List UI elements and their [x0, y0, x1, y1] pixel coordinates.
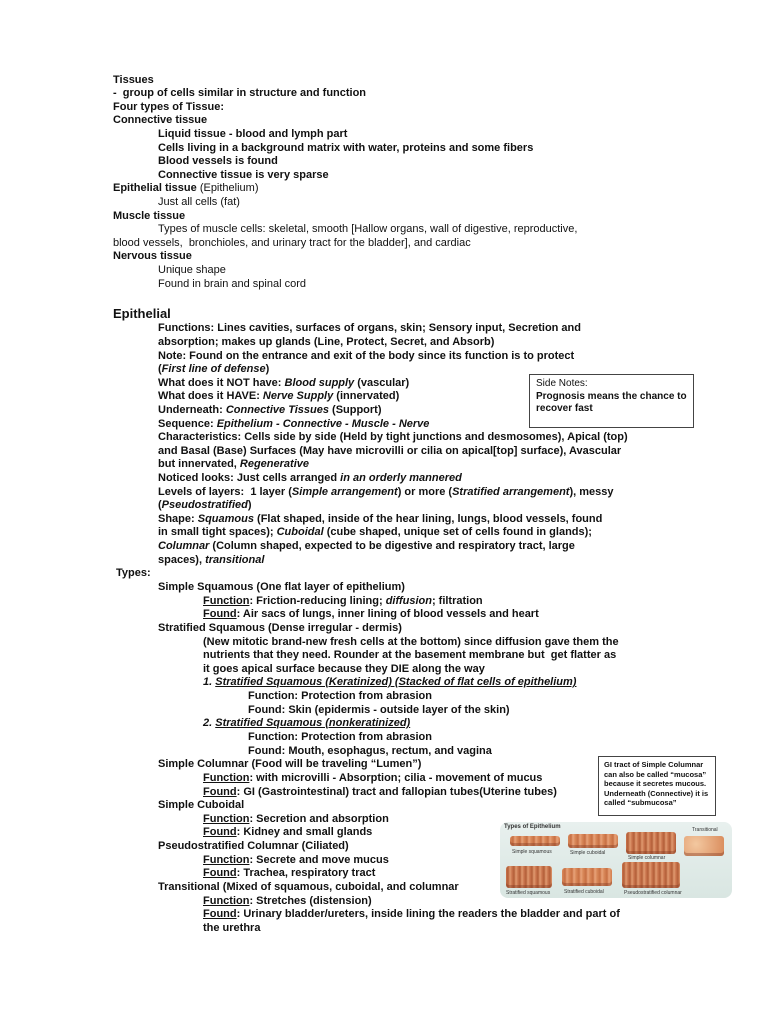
text-segment: the urethra — [203, 922, 261, 934]
text-segment: 1. — [203, 676, 216, 688]
text-segment: First line of defense — [161, 363, 266, 375]
text-segment: Found: Mouth, esophagus, rectum, and vagina — [248, 745, 492, 757]
text-segment: Found — [203, 867, 237, 879]
text-segment: and Basal (Base) Surfaces (May have microvilli or cilia on apical[top] surface), Avascular — [158, 445, 622, 457]
text-segment: Function — [203, 895, 250, 907]
figure-label: Simple cuboidal — [570, 850, 606, 856]
text-line — [248, 704, 510, 718]
text-segment: Found — [203, 608, 237, 620]
text-line — [158, 142, 533, 156]
text-segment: Function — [203, 595, 250, 607]
text-line — [158, 458, 309, 472]
text-segment: (innervated) — [333, 390, 400, 402]
text-segment: (vascular) — [354, 377, 410, 389]
text-line — [113, 250, 192, 264]
text-segment: Regenerative — [239, 458, 309, 470]
text-segment: Functions: Lines cavities, surfaces of organs, skin; Sensory input, Secretion and — [158, 322, 581, 334]
text-segment: - group of cells similar in structure and function — [113, 87, 367, 99]
text-segment: Transitional (Mixed of squamous, cuboidal, and columnar — [158, 881, 459, 893]
text-segment: Connective tissue is very sparse — [158, 169, 329, 181]
text-segment: : Friction-reducing lining; — [249, 595, 386, 607]
text-segment: absorption; makes up glands (Line, Protect, Secret, and Absorb) — [158, 336, 495, 348]
text-line — [203, 854, 389, 868]
text-segment: nutrients that they need. Rounder at the basement membrane but get flatter as — [203, 649, 617, 661]
text-line — [113, 210, 185, 224]
figure-label: Stratified squamous — [506, 890, 551, 896]
text-segment: Found — [203, 786, 237, 798]
text-segment: : Trachea, respiratory tract — [236, 867, 376, 879]
text-line — [158, 472, 462, 486]
text-line — [203, 786, 557, 800]
text-line — [248, 745, 492, 759]
text-segment: Blood vessels is found — [158, 155, 278, 167]
text-line — [158, 390, 399, 404]
text-line — [203, 595, 483, 609]
text-line — [203, 826, 372, 840]
text-line — [113, 182, 259, 196]
text-line — [203, 908, 620, 922]
side-notes-box — [529, 374, 694, 428]
figure-label: Pseudostratified columnar — [624, 890, 682, 896]
tissue-simple-squamous-image — [510, 836, 560, 846]
text-line — [158, 513, 602, 527]
tissue-simple-cuboidal-image — [568, 834, 618, 848]
text-line — [113, 87, 366, 101]
text-segment: Found — [203, 826, 237, 838]
text-line — [203, 717, 410, 731]
text-line — [158, 377, 409, 391]
text-segment: Simple Squamous (One flat layer of epithelium) — [158, 581, 405, 593]
text-segment: Four types of Tissue: — [113, 101, 225, 113]
text-line — [158, 526, 592, 540]
text-line — [203, 636, 619, 650]
text-segment: Liquid tissue - blood and lymph part — [158, 128, 348, 140]
text-line — [158, 581, 405, 595]
text-segment: : Secrete and move mucus — [249, 854, 389, 866]
text-line — [158, 445, 621, 459]
text-line — [158, 155, 278, 169]
text-line — [158, 336, 494, 350]
figure-label: Simple columnar — [628, 855, 666, 861]
text-segment: Just all cells (fat) — [158, 196, 240, 208]
text-segment: Shape: — [158, 513, 198, 525]
text-segment: Pseudostratified — [161, 499, 248, 511]
text-segment: Stratified arrangement — [452, 486, 570, 498]
text-segment: spaces), — [158, 554, 206, 566]
text-line — [158, 499, 252, 513]
side-notes-body: Prognosis means the chance to recover fast — [536, 390, 687, 414]
text-segment: Pseudostratified Columnar (Ciliated) — [158, 840, 349, 852]
text-line — [158, 418, 429, 432]
text-line — [158, 404, 382, 418]
text-segment: Simple arrangement — [291, 486, 398, 498]
text-segment: ( — [158, 363, 162, 375]
text-segment: Characteristics: Cells side by side (Held by tight junctions and desmosomes), Apical (top) — [158, 431, 628, 443]
text-segment: Noticed looks: Just cells arranged — [158, 472, 341, 484]
text-line — [203, 663, 485, 677]
text-line — [203, 895, 372, 909]
text-line — [158, 350, 574, 364]
text-segment: ) — [247, 499, 252, 511]
text-segment: Nerve Supply — [262, 390, 334, 402]
text-segment: (New mitotic brand-new fresh cells at the bottom) since diffusion gave them the — [203, 636, 619, 648]
text-line — [158, 554, 264, 568]
text-segment: : with microvilli - Absorption; cilia - movement of mucus — [249, 772, 543, 784]
text-line — [158, 264, 226, 278]
gi-tract-note-text: GI tract of Simple Columnar can also be called “mucosa” because it secretes mucous. Underneath (Connective) it is called “submucosa” — [604, 760, 709, 808]
text-segment: Stratified Squamous (nonkeratinized) — [215, 717, 411, 729]
text-segment: ; filtration — [431, 595, 483, 607]
text-segment: Underneath: — [158, 404, 226, 416]
text-segment: Unique shape — [158, 264, 226, 276]
text-segment: (Epithelium) — [199, 182, 259, 194]
text-segment: Connective Tissues — [225, 404, 329, 416]
text-segment: ) or more ( — [397, 486, 453, 498]
text-line — [248, 690, 432, 704]
text-line — [113, 237, 471, 251]
text-line — [203, 922, 260, 936]
text-segment: Columnar — [158, 540, 210, 552]
figure-label: Transitional — [692, 827, 718, 833]
text-line — [113, 114, 207, 128]
figure-label: Stratified cuboidal — [564, 889, 604, 895]
text-segment: it goes apical surface because they DIE along the way — [203, 663, 485, 675]
text-segment: : Secretion and absorption — [249, 813, 389, 825]
text-segment: Levels of layers: 1 layer ( — [158, 486, 292, 498]
text-segment: Types of muscle cells: skeletal, smooth [Hallow organs, wall of digestive, reproductive, — [158, 223, 578, 235]
text-line — [203, 867, 375, 881]
text-segment: Function — [203, 772, 250, 784]
text-line — [158, 486, 614, 500]
text-segment: Sequence: — [158, 418, 217, 430]
text-line — [158, 363, 269, 377]
text-line — [248, 731, 432, 745]
text-segment: Epithelial tissue — [113, 182, 200, 194]
text-line — [113, 74, 154, 88]
side-notes-title: Side Notes: — [536, 378, 588, 389]
text-segment: Function — [203, 854, 250, 866]
text-segment: What does it NOT have: — [158, 377, 285, 389]
text-segment: (Column shaped, expected to be digestive and respiratory tract, large — [209, 540, 575, 552]
text-line — [203, 676, 576, 690]
gi-tract-note-box — [598, 756, 716, 816]
text-line — [113, 307, 171, 323]
text-line — [203, 649, 616, 663]
text-segment: : Air sacs of lungs, inner lining of blood vessels and heart — [236, 608, 539, 620]
text-segment: Cells living in a background matrix with water, proteins and some fibers — [158, 142, 534, 154]
text-line — [203, 608, 539, 622]
tissue-simple-columnar-image — [626, 832, 676, 854]
text-segment: ) — [265, 363, 270, 375]
text-segment: Function: Protection from abrasion — [248, 690, 432, 702]
text-segment: Found — [203, 908, 237, 920]
figure-label: Simple squamous — [512, 849, 552, 855]
text-segment: transitional — [205, 554, 265, 566]
text-segment: Simple Columnar (Food will be traveling “Lumen”) — [158, 758, 422, 770]
text-segment: ( — [158, 499, 162, 511]
text-segment: but innervated, — [158, 458, 240, 470]
text-line — [116, 567, 151, 581]
tissue-stratified-squamous-image — [506, 866, 552, 888]
text-segment: : Stretches (distension) — [249, 895, 372, 907]
text-segment: Note: Found on the entrance and exit of the body since its function is to protect — [158, 350, 575, 362]
text-line — [158, 540, 575, 554]
text-line — [158, 840, 349, 854]
text-line — [158, 128, 347, 142]
text-segment: Types: — [116, 567, 151, 579]
text-segment: diffusion — [385, 595, 432, 607]
text-segment: Found in brain and spinal cord — [158, 278, 306, 290]
text-segment: Blood supply — [284, 377, 355, 389]
text-segment: Nervous tissue — [113, 250, 192, 262]
tissue-stratified-cuboidal-image — [562, 868, 612, 886]
text-line — [158, 881, 459, 895]
text-segment: Simple Cuboidal — [158, 799, 245, 811]
text-segment: (Support) — [328, 404, 382, 416]
text-line — [158, 169, 329, 183]
text-line — [158, 431, 628, 445]
text-segment: Function: Protection from abrasion — [248, 731, 432, 743]
text-segment: ), messy — [569, 486, 614, 498]
text-segment: blood vessels, bronchioles, and urinary tract for the bladder], and cardiac — [113, 237, 471, 249]
epithelium-types-figure — [500, 822, 732, 898]
figure-title: Types of Epithelium — [504, 824, 561, 830]
text-segment: : GI (Gastrointestinal) tract and fallopian tubes(Uterine tubes) — [236, 786, 557, 798]
text-line — [113, 101, 224, 115]
text-segment: Tissues — [113, 74, 154, 86]
text-segment: Muscle tissue — [113, 210, 186, 222]
tissue-pseudostratified-image — [622, 862, 680, 888]
text-segment: Epithelium - Connective - Muscle - Nerve — [216, 418, 430, 430]
text-segment: : Urinary bladder/ureters, inside lining the readers the bladder and part of — [236, 908, 620, 920]
text-segment: : Kidney and small glands — [236, 826, 373, 838]
text-segment: (cube shaped, unique set of cells found in glands); — [323, 526, 592, 538]
text-segment: What does it HAVE: — [158, 390, 263, 402]
text-line — [158, 799, 244, 813]
text-segment: Cuboidal — [276, 526, 324, 538]
text-line — [158, 223, 577, 237]
text-line — [158, 278, 306, 292]
text-segment: Connective tissue — [113, 114, 208, 126]
text-line — [158, 196, 240, 210]
text-line — [158, 322, 581, 336]
text-segment: Stratified Squamous (Dense irregular - dermis) — [158, 622, 402, 634]
text-line — [158, 622, 402, 636]
text-line — [203, 813, 389, 827]
text-segment: Stratified Squamous (Keratinized) (Stacked of flat cells of epithelium) — [215, 676, 577, 688]
text-segment: Function — [203, 813, 250, 825]
tissue-transitional-image — [684, 836, 724, 856]
text-segment: Found: Skin (epidermis - outside layer of the skin) — [248, 704, 510, 716]
text-segment: Epithelial — [113, 306, 171, 321]
text-segment: (Flat shaped, inside of the hear lining, lungs, blood vessels, found — [253, 513, 603, 525]
text-line — [158, 758, 421, 772]
text-segment: in an orderly mannered — [340, 472, 462, 484]
text-segment: 2. — [203, 717, 216, 729]
text-line — [203, 772, 542, 786]
text-segment: Squamous — [197, 513, 254, 525]
text-segment: in small tight spaces); — [158, 526, 277, 538]
